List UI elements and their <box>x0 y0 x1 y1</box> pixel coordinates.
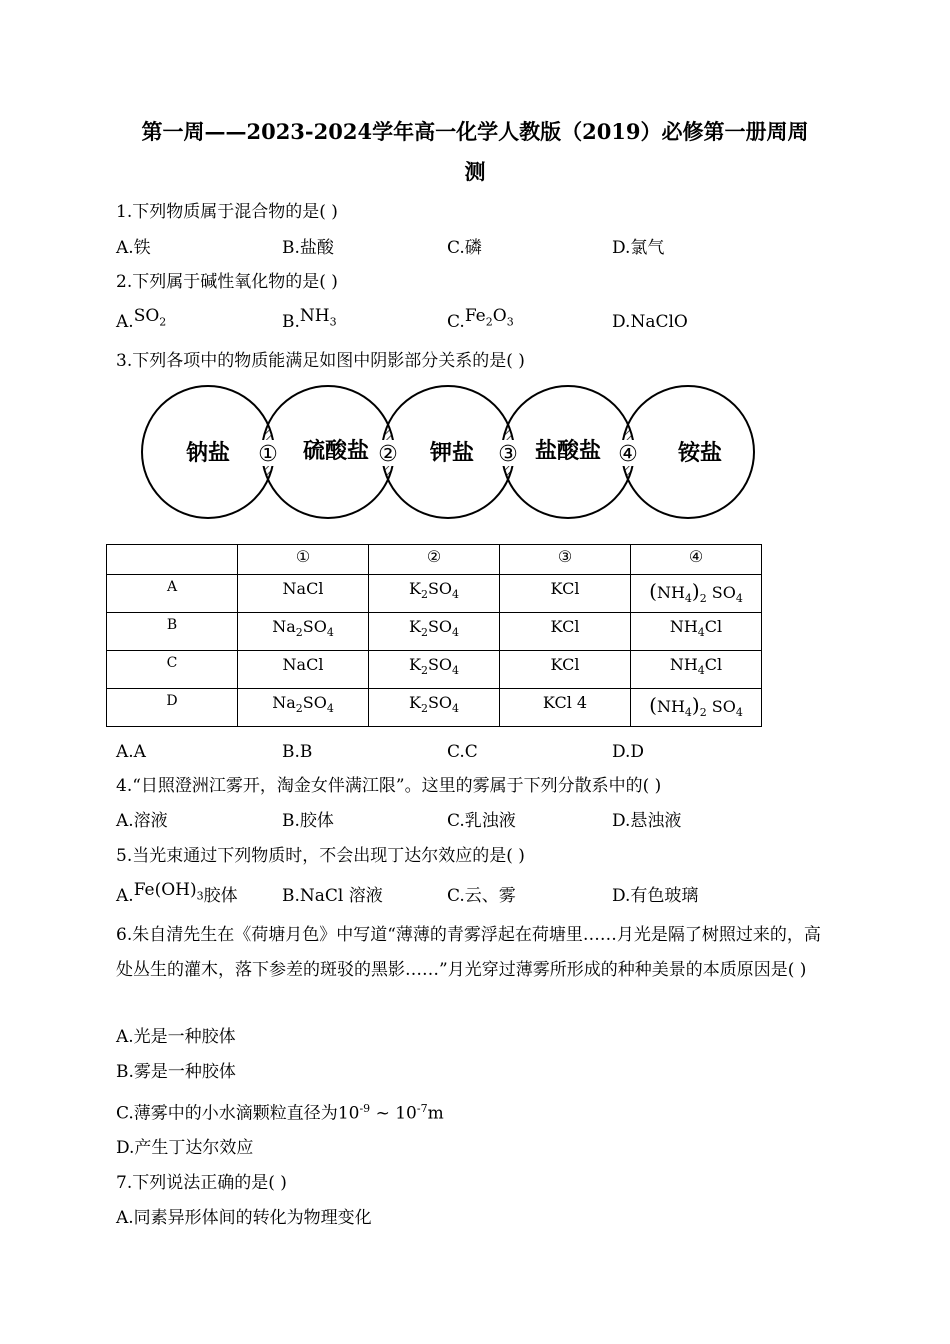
table-cell: KCl <box>500 575 631 613</box>
q6-option-a: A.光是一种胶体 <box>116 1027 236 1047</box>
table-row <box>107 689 762 727</box>
venn-label-sulfate: 硫酸盐 <box>302 439 370 464</box>
q2-option-a: $A.SO_2$ <box>116 306 167 332</box>
table-cell: $(NH_4)_2$ $SO_4$ <box>631 575 762 613</box>
q4-option-c: C.乳浊液 <box>447 811 516 831</box>
venn-label-sodium: 钠盐 <box>185 441 231 466</box>
q6-option-b: B.雾是一种胶体 <box>116 1062 236 1082</box>
table-header-cell: ④ <box>631 545 762 575</box>
table-cell: KCl <box>500 651 631 689</box>
venn-marker-1: ① <box>258 442 278 467</box>
page-title: 第一周——2023-2024学年高一化学人教版（2019）必修第一册周周 <box>141 119 809 144</box>
q3-option-c: C.C <box>447 742 478 762</box>
q3-option-a: A.A <box>116 742 146 762</box>
q4-option-d: D.悬浊液 <box>612 811 682 831</box>
q5-option-c: C.云、雾 <box>447 886 516 906</box>
q4-option-b: B.胶体 <box>282 811 334 831</box>
table-header-cell <box>107 545 238 575</box>
q1-option-a: A.铁 <box>116 238 151 258</box>
table-cell: KCl <box>500 613 631 651</box>
table-row <box>107 651 762 689</box>
table-row <box>107 575 762 613</box>
q1-option-d: D.氯气 <box>612 238 665 258</box>
row-label: D <box>107 689 238 727</box>
table-cell: $Na_2SO_4$ <box>238 689 369 727</box>
table-cell: $K_2SO_4$ <box>369 575 500 613</box>
table-cell: KCl 4 <box>500 689 631 727</box>
q6-option-d: D.产生丁达尔效应 <box>116 1138 254 1158</box>
table-header-cell: ① <box>238 545 369 575</box>
options-table <box>106 544 762 727</box>
question-7-stem: 7.下列说法正确的是( ) <box>116 1173 287 1193</box>
question-6-stem: 6.朱自清先生在《荷塘月色》中写道“薄薄的青雾浮起在荷塘里……月光是隔了树照过来的，高处丛生的灌木，落下参差的斑驳的黑影……”月光穿过薄雾所形成的种种美景的本质原因是( ) <box>116 925 821 980</box>
q2-option-d: D.NaClO <box>612 312 688 332</box>
table-header-cell: ③ <box>500 545 631 575</box>
q7-option-a: A.同素异形体间的转化为物理变化 <box>116 1208 372 1228</box>
table-cell: NaCl <box>238 575 369 613</box>
q2-option-b: $B.NH_3$ <box>282 306 337 332</box>
table-header-row <box>107 545 762 575</box>
table-header-cell: ② <box>369 545 500 575</box>
table-cell: $Na_2SO_4$ <box>238 613 369 651</box>
q5-option-b: B.NaCl 溶液 <box>282 886 383 906</box>
venn-label-ammonium: 铵盐 <box>677 441 723 466</box>
table-cell: $(NH_4)_2$ $SO_4$ <box>631 689 762 727</box>
question-1-stem: 1.下列物质属于混合物的是( ) <box>116 202 338 222</box>
q2-option-c: $C.Fe_2O_3$ <box>447 306 514 332</box>
venn-label-potassium: 钾盐 <box>429 441 475 466</box>
q1-option-b: B.盐酸 <box>282 238 334 258</box>
row-label: B <box>107 613 238 651</box>
question-2-stem: 2.下列属于碱性氧化物的是( ) <box>116 272 338 292</box>
venn-marker-4: ④ <box>618 442 638 467</box>
q3-option-d: D.D <box>612 742 645 762</box>
q1-option-c: C.磷 <box>447 238 482 258</box>
q6-option-c: C.薄雾中的小水滴颗粒直径为$10^{-9}$ ~ $10^{-7}m$ <box>116 1102 444 1124</box>
question-4-stem: 4.“日照澄洲江雾开，淘金女伴满江限”。这里的雾属于下列分散系中的( ) <box>116 776 662 796</box>
table-row <box>107 613 762 651</box>
table-cell: $K_2SO_4$ <box>369 651 500 689</box>
table-cell: $NH_4Cl$ <box>631 651 762 689</box>
venn-marker-2: ② <box>378 442 398 467</box>
venn-label-chloride: 盐酸盐 <box>534 439 602 464</box>
venn-diagram <box>138 384 768 524</box>
question-5-stem: 5.当光束通过下列物质时，不会出现丁达尔效应的是( ) <box>116 846 525 866</box>
row-label: C <box>107 651 238 689</box>
venn-marker-3: ③ <box>498 442 518 467</box>
table-cell: NaCl <box>238 651 369 689</box>
table-cell: $K_2SO_4$ <box>369 689 500 727</box>
q4-option-a: A.溶液 <box>116 811 168 831</box>
page-title-continued: 测 <box>464 159 486 184</box>
q5-option-a: $A.Fe(OH)_3$胶体 <box>116 880 238 906</box>
q5-option-d: D.有色玻璃 <box>612 886 699 906</box>
question-3-stem: 3.下列各项中的物质能满足如图中阴影部分关系的是( ) <box>116 351 525 371</box>
table-cell: $NH_4Cl$ <box>631 613 762 651</box>
table-cell: $K_2SO_4$ <box>369 613 500 651</box>
row-label: A <box>107 575 238 613</box>
q3-option-b: B.B <box>282 742 313 762</box>
